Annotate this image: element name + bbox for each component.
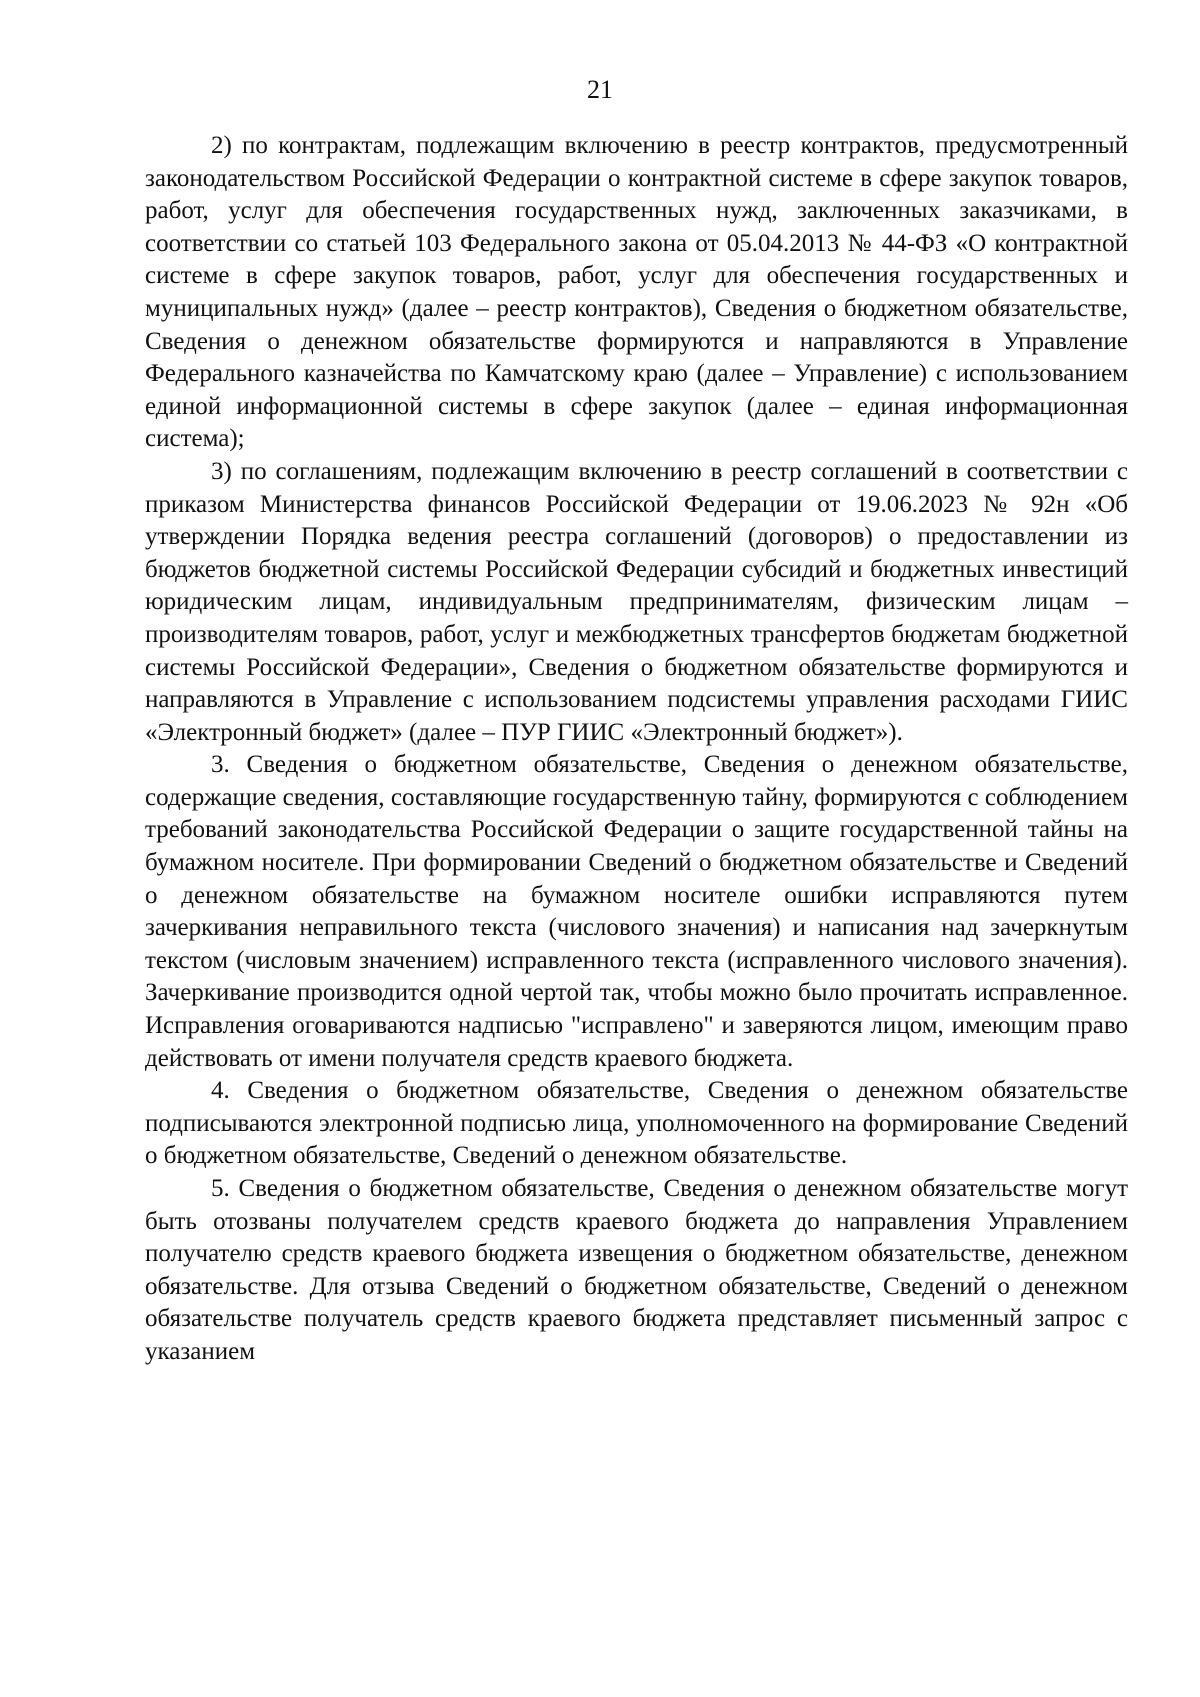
page-number: 21 (587, 75, 613, 104)
paragraph-withdrawal: 5. Сведения о бюджетном обязательстве, Сведения о денежном обязательстве могут быть отозваны получателем средств краевого бюджета до направления Управлением получателю средств краевого бюджета извещения о бюджетном обязательстве, денежном обязательстве. Для отзыва Сведений о бюджетном обязательстве, Сведений о денежном обязательстве получатель средств краевого бюджета представляет письменный запрос с указанием (145, 1175, 1128, 1365)
paragraph-agreements-registry: 3) по соглашениям, подлежащим включению в реестр соглашений в соответствии с приказом Министерства финансов Российской Федерации от 19.06.2023 № 92н «Об утверждении Порядка ведения реестра соглашений (договоров) о предоставлении из бюджетов бюджетной системы Российской Федерации субсидий и бюджетных инвестиций юридическим лицам, индивидуальным предпринимателям, физическим лицам – производителям товаров, работ, услуг и межбюджетных трансфертов бюджетам бюджетной системы Российской Федерации», Сведения о бюджетном обязательстве формируются и направляются в Управление с использованием подсистемы управления расходами ГИИС «Электронный бюджет» (далее – ПУР ГИИС «Электронный бюджет»). (145, 457, 1128, 746)
paragraph-electronic-signature: 4. Сведения о бюджетном обязательстве, Сведения о денежном обязательстве подписываются электронной подписью лица, уполномоченного на формирование Сведений о бюджетном обязательстве, Сведений о денежном обязательстве. (145, 1077, 1128, 1170)
paragraph-state-secret: 3. Сведения о бюджетном обязательстве, Сведения о денежном обязательстве, содержащие сведения, составляющие государственную тайну, формируются с соблюдением требований законодательства Российской Федерации о защите государственной тайны на бумажном носителе. При формировании Сведений о бюджетном обязательстве и Сведений о денежном обязательстве на бумажном носителе ошибки исправляются путем зачеркивания неправильного текста (числового значения) и написания над зачеркнутым текстом (числовым значением) исправленного текста (исправленного числового значения). Зачеркивание производится одной чертой так, чтобы можно было прочитать исправленное. Исправления оговариваются надписью "исправлено" и заверяются лицом, имеющим право действовать от имени получателя средств краевого бюджета. (145, 751, 1128, 1072)
paragraph-contracts-registry: 2) по контрактам, подлежащим включению в реестр контрактов, предусмотренный законодательством Российской Федерации о контрактной системе в сфере закупок товаров, работ, услуг для обеспечения государственных нужд, заключенных заказчиками, в соответствии со статьей 103 Федерального закона от 05.04.2013 № 44-ФЗ «О контрактной системе в сфере закупок товаров, работ, услуг для обеспечения государственных и муниципальных нужд» (далее – реестр контрактов), Сведения о бюджетном обязательстве, Сведения о денежном обязательстве формируются и направляются в Управление Федерального казначейства по Камчатскому краю (далее – Управление) с использованием единой информационной системы в сфере закупок (далее – единая информационная система); (145, 132, 1128, 453)
document-body (145, 130, 1128, 1369)
